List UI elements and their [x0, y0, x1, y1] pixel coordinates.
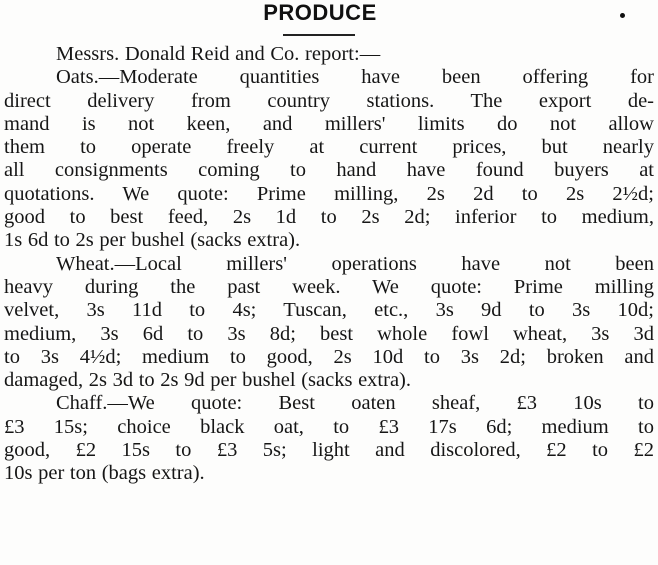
wheat-line: velvet, 3s 11d to 4s; Tuscan, etc., 3s 9d to 3s 10d;: [4, 299, 654, 322]
oats-line: them to operate freely at current prices, but nearly: [4, 136, 654, 159]
chaff-line: Chaff.—We quote: Best oaten sheaf, £3 10s to: [56, 392, 654, 415]
wheat-line: heavy during the past week. We quote: Prime milling: [4, 275, 654, 298]
chaff-line: good, £2 15s to £3 5s; light and discolored, £2 to £2: [4, 439, 654, 462]
chaff-line: 10s per ton (bags extra).: [4, 462, 205, 485]
oats-line: direct delivery from country stations. The export de-: [4, 89, 654, 112]
chaff-paragraph: [4, 392, 654, 485]
intro-line: Messrs. Donald Reid and Co. report:—: [56, 43, 381, 65]
article-body: [4, 43, 654, 486]
wheat-line: to 3s 4½d; medium to good, 2s 10d to 3s 2d; broken and: [4, 345, 654, 368]
oats-line: mand is not keen, and millers' limits do not allow: [4, 112, 654, 135]
wheat-line: medium, 3s 6d to 3s 8d; best whole fowl wheat, 3s 3d: [4, 322, 654, 345]
article-heading: PRODUCE: [263, 0, 377, 25]
intro-paragraph: [4, 43, 654, 66]
print-speck: [620, 13, 625, 18]
oats-line: 1s 6d to 2s per bushel (sacks extra).: [4, 229, 301, 252]
wheat-paragraph: [4, 253, 654, 393]
wheat-line: Wheat.—Local millers' operations have not been: [56, 252, 654, 275]
oats-paragraph: [4, 66, 654, 252]
chaff-line: £3 15s; choice black oat, to £3 17s 6d; medium to: [4, 415, 654, 438]
oats-line: good to best feed, 2s 1d to 2s 2d; inferior to medium,: [4, 206, 654, 229]
heading-rule: [283, 34, 355, 36]
oats-line: Oats.—Moderate quantities have been offering for: [56, 66, 654, 89]
oats-line: all consignments coming to hand have found buyers at: [4, 159, 654, 182]
oats-line: quotations. We quote: Prime milling, 2s 2d to 2s 2½d;: [4, 182, 654, 205]
wheat-line: damaged, 2s 3d to 2s 9d per bushel (sacks extra).: [4, 369, 411, 392]
